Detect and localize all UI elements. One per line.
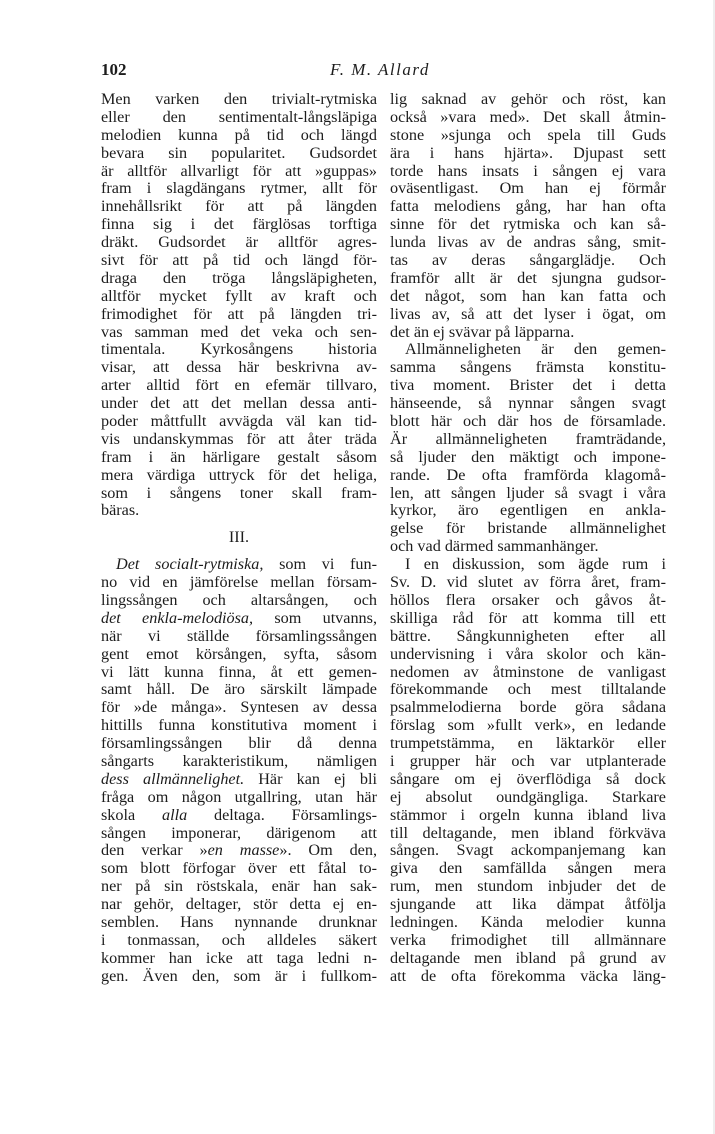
text-segment: III. <box>228 528 250 547</box>
text-segment: framför allt är det sjungna gudsor- <box>390 268 666 287</box>
text-segment: finna sig i det färglösas torftiga <box>101 215 377 234</box>
text-segment: undervisning i våra skolor och kän- <box>390 644 666 663</box>
text-segment: oväsentligast. Om han ej förmår <box>390 179 666 198</box>
text-segment: frimodighet för att på längden tri- <box>101 304 377 323</box>
text-segment: sivt för att på tid och längd för- <box>101 251 377 270</box>
text-line <box>390 842 666 860</box>
text-line <box>390 109 666 127</box>
text-segment: rande. De ofta framförda klagomå- <box>390 465 666 484</box>
text-line <box>390 502 666 520</box>
text-line <box>390 449 666 467</box>
text-segment: kommer han icke att taga ledni n- <box>101 948 377 967</box>
text-line <box>390 485 666 503</box>
text-segment: sången. Svagt ackompanjemang kan <box>390 841 666 860</box>
text-line <box>101 180 377 198</box>
text-segment: lig saknad av gehör och röst, kan <box>390 90 666 108</box>
text-line <box>390 538 666 556</box>
text-segment: lunda livas av de andras sång, smit- <box>390 233 666 252</box>
text-segment: förslag som »fullt verk», en ledande <box>390 716 666 735</box>
text-line <box>390 91 666 109</box>
text-segment: no vid en jämförelse mellan försam- <box>101 573 377 592</box>
text-line <box>101 807 377 825</box>
text-line <box>101 735 377 753</box>
text-line <box>390 914 666 932</box>
text-segment: bäras. <box>101 501 140 520</box>
text-line <box>390 610 666 628</box>
text-segment: som utvanns, <box>253 608 377 627</box>
text-segment: så ljuder den mäktigt och impone- <box>390 447 666 466</box>
text-segment: verka frimodighet till allmännare <box>390 930 666 949</box>
text-line <box>101 860 377 878</box>
text-segment: vis undanskymmas för att åter träda <box>101 429 377 448</box>
text-segment: tiva moment. Brister det i detta <box>390 376 666 395</box>
text-segment: stämmor i orgeln kunna ibland liva <box>390 805 666 824</box>
text-segment: Är allmänneligheten framträdande, <box>390 429 666 448</box>
text-segment: livas av, så att det lyser i ögat, om <box>390 304 666 323</box>
italic-text: en masse <box>207 841 280 860</box>
text-segment: Sv. D. vid slutet av förra året, fram- <box>390 573 666 592</box>
text-segment: till deltagande, men ibland förkväva <box>390 823 666 842</box>
section-heading <box>101 520 377 556</box>
text-line <box>101 145 377 163</box>
text-line <box>101 109 377 127</box>
text-segment: fram i slagdängans rytmer, allt för <box>101 179 377 198</box>
text-line <box>101 574 377 592</box>
text-segment: lingssången och altarsången, och <box>101 590 377 609</box>
text-segment: Allmänneligheten är den gemen- <box>405 340 666 359</box>
text-line <box>101 234 377 252</box>
text-segment: höllos flera orsaker och gåvos åt- <box>390 590 666 609</box>
text-line <box>101 914 377 932</box>
text-line <box>390 324 666 342</box>
text-line <box>101 932 377 950</box>
text-segment: psalmmelodierna borde göra sådana <box>390 698 666 717</box>
text-line <box>101 681 377 699</box>
text-segment: innehållsrikt för att på längden <box>101 197 377 216</box>
text-segment: är alltför allvarligt för att »guppas» <box>101 161 377 180</box>
text-line <box>101 359 377 377</box>
text-segment: semblen. Hans nynnande drunknar <box>101 912 377 931</box>
text-segment: Här kan ej bli <box>244 769 377 788</box>
text-segment: skola <box>101 805 162 824</box>
text-line <box>390 896 666 914</box>
text-line <box>101 413 377 431</box>
text-segment: bevara sin popularitet. Gudsordet <box>101 143 377 162</box>
text-segment: len, att sången ljuder så svagt i våra <box>390 483 666 502</box>
text-segment: blott här och där hos de församlade. <box>390 412 666 431</box>
text-line <box>101 717 377 735</box>
text-line <box>390 735 666 753</box>
text-segment: deltaga. Församlings- <box>187 805 378 824</box>
text-line <box>101 825 377 843</box>
text-segment: draga den tröga långsläpigheten, <box>101 268 377 287</box>
text-segment: den verkar » <box>101 841 208 860</box>
text-line <box>390 950 666 968</box>
text-line <box>101 252 377 270</box>
text-segment: dräkt. Gudsordet är alltför agres- <box>101 233 377 252</box>
text-line <box>101 646 377 664</box>
text-line <box>101 485 377 503</box>
right-column <box>390 91 666 986</box>
text-segment: melodien kunna på tid och längd <box>101 125 377 144</box>
text-line <box>101 377 377 395</box>
text-line <box>101 753 377 771</box>
text-line <box>390 163 666 181</box>
text-line <box>390 145 666 163</box>
text-segment: hittills funna konstitutiva moment i <box>101 716 377 735</box>
text-line <box>390 878 666 896</box>
text-segment: som i sångens toner skall fram- <box>101 483 377 502</box>
text-segment: att de ofta förekomma väcka läng- <box>390 966 666 985</box>
text-line <box>390 216 666 234</box>
text-segment: gen. Även den, som är i fullkom- <box>101 966 377 985</box>
italic-text: Det socialt-rytmiska, <box>116 555 264 574</box>
text-segment: trumpetstämma, en läktarkör eller <box>390 734 666 753</box>
text-line <box>390 860 666 878</box>
text-line <box>390 699 666 717</box>
text-segment: deltagande men ibland på grund av <box>390 948 666 967</box>
text-line <box>390 592 666 610</box>
text-line <box>390 467 666 485</box>
text-segment: sjungande att lika dämpat åtfölja <box>390 895 666 914</box>
left-column <box>101 91 377 986</box>
text-segment: giva den samfällda sången mera <box>390 859 666 878</box>
text-line <box>101 628 377 646</box>
text-segment: som blott förfogar över ett fåtal to- <box>101 859 377 878</box>
text-segment: hänseende, så nynnar sången svagt <box>390 394 666 413</box>
text-segment: gent emot körsången, syfta, såsom <box>101 644 377 663</box>
text-segment: alltför mycket fyllt av kraft och <box>101 286 377 305</box>
text-line <box>390 771 666 789</box>
text-segment: poder måttfullt avvägda väl kan tid- <box>101 412 377 431</box>
text-line <box>101 431 377 449</box>
text-segment: nedomen av åtminstone de vanligast <box>390 662 666 681</box>
text-line <box>101 91 377 109</box>
italic-text: dess allmännelighet. <box>101 769 245 788</box>
text-line <box>390 359 666 377</box>
text-line <box>390 574 666 592</box>
text-line <box>390 968 666 986</box>
text-line <box>101 878 377 896</box>
text-segment: det något, som han kan fatta och <box>390 286 666 305</box>
text-segment: för »de många». Syntesen av dessa <box>101 698 377 717</box>
text-line <box>101 699 377 717</box>
text-line <box>101 288 377 306</box>
text-line <box>101 467 377 485</box>
text-line <box>390 628 666 646</box>
text-line <box>101 395 377 413</box>
text-segment: timentala. Kyrkosångens historia <box>101 340 377 359</box>
text-line <box>390 341 666 359</box>
text-line <box>390 431 666 449</box>
text-segment: fråga om någon utgallring, utan här <box>101 787 377 806</box>
text-segment: sinne för det rytmiska och kan så- <box>390 215 666 234</box>
text-line <box>390 556 666 574</box>
text-segment: när vi ställde församlingssången <box>101 626 377 645</box>
text-segment: samt håll. De äro särskilt lämpade <box>101 680 377 699</box>
text-segment: kyrkor, äro egentligen en ankla- <box>390 501 666 520</box>
text-line <box>390 306 666 324</box>
text-segment: fram i än härligare gestalt såsom <box>101 447 377 466</box>
text-segment: stone »sjunga och spela till Guds <box>390 125 666 144</box>
text-segment: samma sångens främsta konstitu- <box>390 358 666 377</box>
text-line <box>101 842 377 860</box>
text-segment: skilliga råd för att komma till ett <box>390 608 666 627</box>
text-segment: sångare om ej överflödiga så dock <box>390 769 666 788</box>
text-line <box>101 341 377 359</box>
text-segment: vas samman med det veka och sen- <box>101 322 377 341</box>
text-segment: och vad därmed sammanhänger. <box>390 537 599 556</box>
text-line <box>390 681 666 699</box>
text-line <box>101 216 377 234</box>
text-line <box>390 180 666 198</box>
text-line <box>101 127 377 145</box>
text-segment: rum, men stundom inbjuder det de <box>390 877 666 896</box>
text-segment: gelse för bristande allmännelighet <box>390 519 666 538</box>
text-segment: ner på sin röstskala, enär han sak- <box>101 877 377 896</box>
text-line <box>390 753 666 771</box>
text-line <box>101 664 377 682</box>
text-segment: Men varken den trivialt-rytmiska <box>101 90 377 108</box>
text-segment: mera värdiga uttryck för det heliga, <box>101 465 377 484</box>
text-line <box>390 270 666 288</box>
italic-text: det enkla-melodiösa, <box>101 608 254 627</box>
text-line <box>390 252 666 270</box>
page-number: 102 <box>101 60 127 79</box>
italic-text: alla <box>161 805 188 824</box>
text-segment: visar, att dessa här beskrivna av- <box>101 358 377 377</box>
text-line <box>101 163 377 181</box>
text-segment: tas av deras sångarglädje. Och <box>390 251 666 270</box>
text-line <box>390 288 666 306</box>
text-line <box>390 717 666 735</box>
text-segment: fatta melodiens gång, har han ofta <box>390 197 666 216</box>
text-segment: vi lätt kunna finna, åt ett gemen- <box>101 662 377 681</box>
text-segment: ej absolut oundgängliga. Starkare <box>390 787 666 806</box>
text-line <box>101 950 377 968</box>
text-line <box>390 413 666 431</box>
text-line <box>101 502 377 520</box>
text-segment: torde hans insats i sången ej vara <box>390 161 666 180</box>
text-line <box>390 807 666 825</box>
text-line <box>101 789 377 807</box>
text-line <box>390 234 666 252</box>
text-segment: ära i hans hjärta». Djupast sett <box>390 143 666 162</box>
text-segment: nar gehör, deltager, stör detta ej en- <box>101 895 377 914</box>
text-segment: ». Om den, <box>279 841 377 860</box>
text-line <box>390 520 666 538</box>
text-segment: det än ej svävar på läpparna. <box>390 322 575 341</box>
text-line <box>101 896 377 914</box>
text-segment: också »vara med». Det skall åtmin- <box>390 107 666 126</box>
text-segment: i grupper här och var utplanterade <box>390 751 666 770</box>
text-segment: I en diskussion, som ägde rum i <box>405 555 666 574</box>
text-segment: bättre. Sångkunnigheten efter all <box>390 626 666 645</box>
text-line <box>390 646 666 664</box>
text-segment: under det att det mellan dessa anti- <box>101 394 377 413</box>
text-line <box>101 610 377 628</box>
text-line <box>101 968 377 986</box>
text-line <box>390 127 666 145</box>
text-segment: sångarts karakteristikum, nämligen <box>101 751 377 770</box>
text-line <box>390 395 666 413</box>
text-line <box>101 592 377 610</box>
text-segment: ledningen. Kända melodier kunna <box>390 912 666 931</box>
text-line <box>390 789 666 807</box>
text-line <box>390 377 666 395</box>
text-line <box>101 198 377 216</box>
running-head: F. M. Allard <box>330 60 430 79</box>
text-segment: eller den sentimentalt-långsläpiga <box>101 107 377 126</box>
text-line <box>101 556 377 574</box>
text-line <box>390 198 666 216</box>
text-line <box>101 306 377 324</box>
text-line <box>390 664 666 682</box>
text-segment: förekommande och mest tilltalande <box>390 680 666 699</box>
text-line <box>101 771 377 789</box>
text-line <box>390 825 666 843</box>
text-line <box>101 449 377 467</box>
text-segment: i tonmassan, och alldeles säkert <box>101 930 377 949</box>
text-segment: arter alltid fört en efemär tillvaro, <box>101 376 377 395</box>
text-line <box>101 270 377 288</box>
text-segment: församlingssången blir då denna <box>101 734 377 753</box>
text-segment: som vi fun- <box>263 555 377 574</box>
text-segment: sången imponerar, därigenom att <box>101 823 377 842</box>
text-line <box>101 324 377 342</box>
text-line <box>390 932 666 950</box>
